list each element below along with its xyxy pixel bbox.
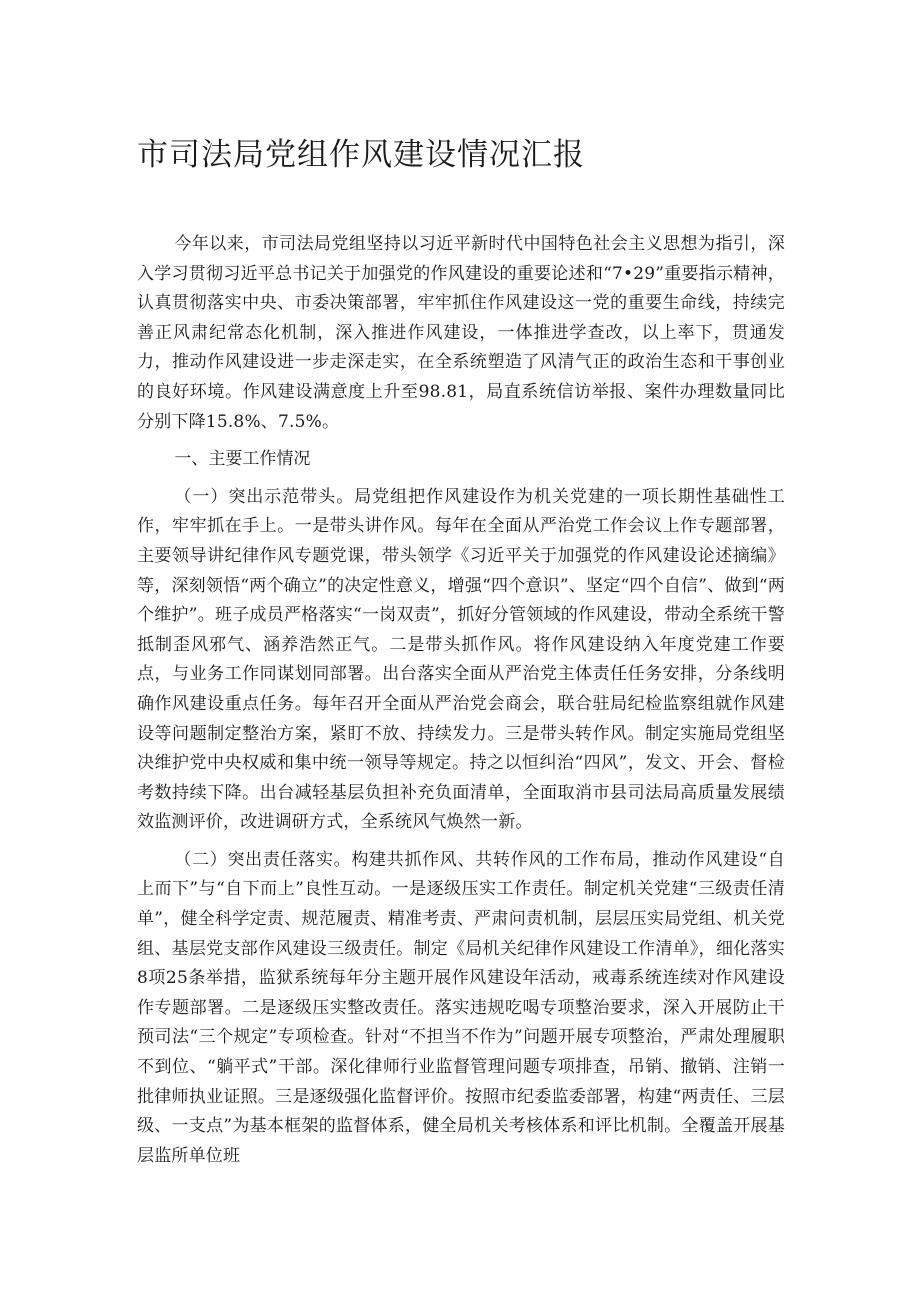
paragraph-demonstration: （一）突出示范带头。局党组把作风建设作为机关党建的一项长期性基础性工作，牢牢抓在手上。一是带头讲作风。每年在全面从严治党工作会议上作专题部署，主要领导讲纪律作风专题党课，带头领学《习近平关于加强党的作风建设论述摘编》等，深刻领悟“两个确立”的决定性意义，增强“四个意识”、坚定“四个自信”、做到“两个维护”。班子成员严格落实“一岗双责”，抓好分管领域的作风建设，带动全系统干警抵制歪风邪气、涵养浩然正气。二是带头抓作风。将作风建设纳入年度党建工作要点，与业务工作同谋划同部署。出台落实全面从严治党主体责任任务安排，分条线明确作风建设重点任务。每年召开全面从严治党会商会，联合驻局纪检监察组就作风建设等问题制定整治方案，紧盯不放、持续发力。三是带头转作风。制定实施局党组坚决维护党中央权威和集中统一领导等规定。持之以恒纠治“四风”，发文、开会、督检考数持续下降。出台减轻基层负担补充负面清单，全面取消市县司法局高质量发展绩效监测评价，改进调研方式，全系统风气焕然一新。	[137, 486, 785, 833]
document-body	[137, 230, 785, 1171]
document-title: 市司法局党组作风建设情况汇报	[137, 137, 585, 173]
intro-paragraph: 今年以来，市司法局党组坚持以习近平新时代中国特色社会主义思想为指引，深入学习贯彻习近平总书记关于加强党的作风建设的重要论述和“7•29”重要指示精神，认真贯彻落实中央、市委决策部署，牢牢抓住作风建设这一党的重要生命线，持续完善正风肃纪常态化机制，深入推进作风建设，一体推进学查改，以上率下，贯通发力，推动作风建设进一步走深走实，在全系统塑造了风清气正的政治生态和干事创业的良好环境。作风建设满意度上升至98.81，局直系统信访举报、案件办理数量同比分别下降15.8%、7.5%。	[137, 234, 785, 432]
paragraph-responsibility: （二）突出责任落实。构建共抓作风、共转作风的工作布局，推动作风建设“自上而下”与“自下而上”良性互动。一是逐级压实工作责任。制定机关党建“三级责任清单”，健全科学定责、规范履责、精准考责、严肃问责机制，层层压实局党组、机关党组、基层党支部作风建设三级责任。制定《局机关纪律作风建设工作清单》，细化落实8项25条举措，监狱系统每年分主题开展作风建设年活动，戒毒系统连续对作风建设作专题部署。二是逐级压实整改责任。落实违规吃喝专项整治要求，深入开展防止干预司法“三个规定”专项检查。针对“不担当不作为”问题开展专项整治，严肃处理履职不到位、“躺平式”干部。深化律师行业监督管理问题专项排查，吊销、撤销、注销一批律师执业证照。三是逐级强化监督评价。按照市纪委监委部署，构建“两责任、三层级、一支点”为基本框架的监督体系，健全局机关考核体系和评比机制。全覆盖开展基层监所单位班	[137, 849, 785, 1166]
section-heading: 一、主要工作情况	[174, 449, 311, 470]
